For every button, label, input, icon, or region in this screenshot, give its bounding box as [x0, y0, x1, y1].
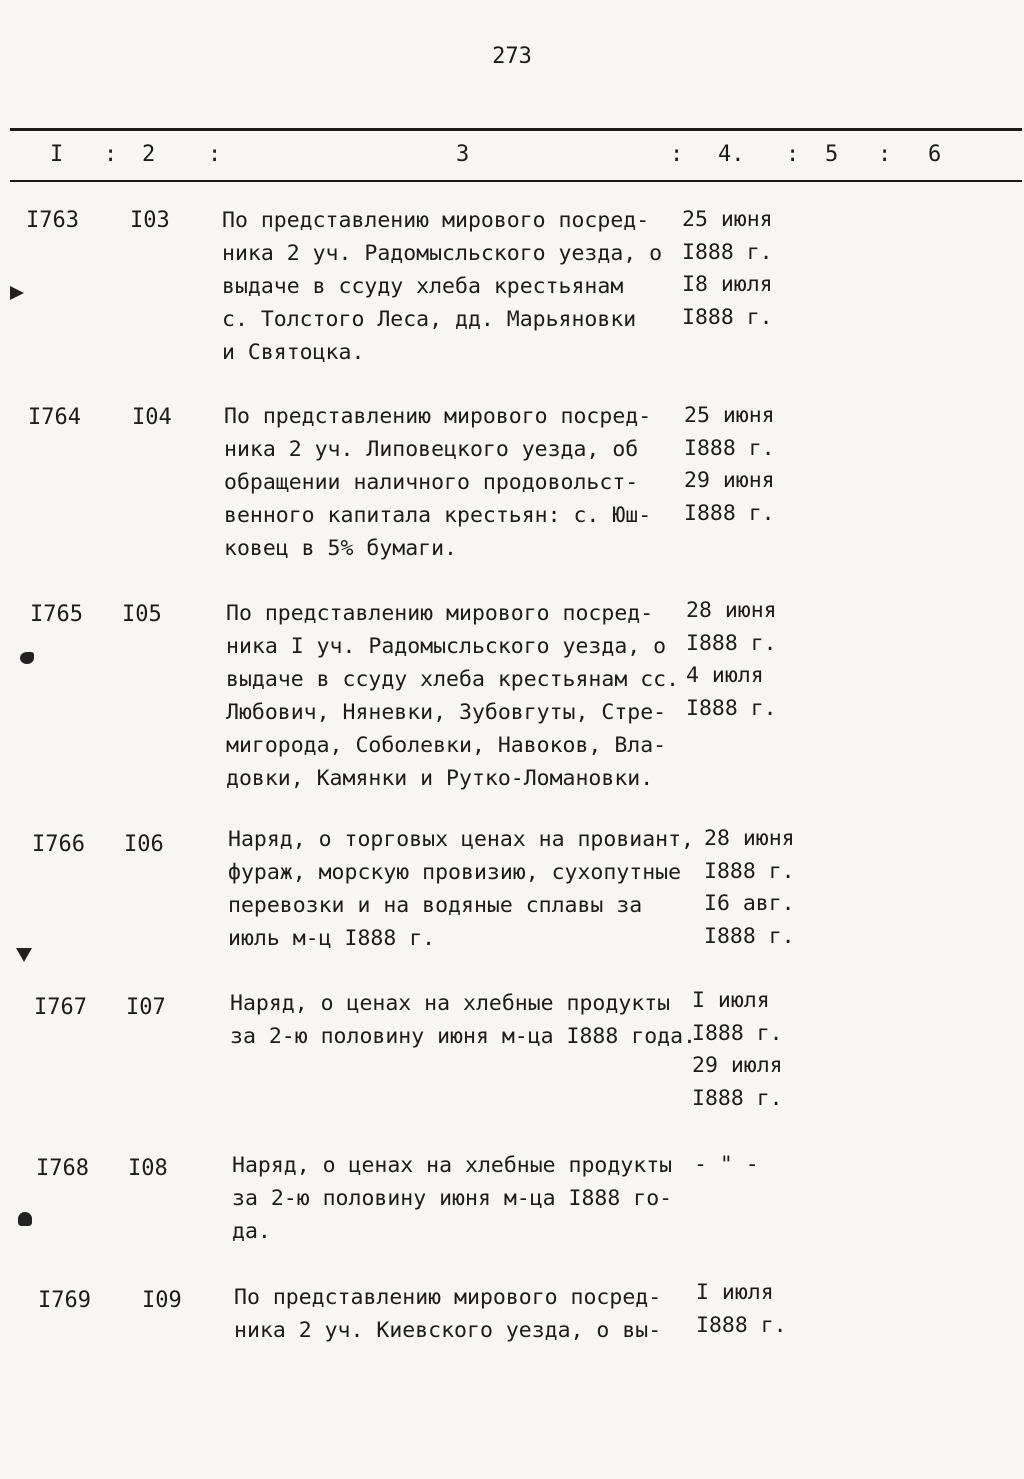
column-header-2: 2: [142, 142, 156, 167]
header-rule-top: [10, 128, 1022, 131]
entry-dates: - " -: [694, 1152, 759, 1177]
entry-dates: I июля I888 г.: [696, 1280, 787, 1338]
entry-dates: 28 июня I888 г. I6 авг. I888 г.: [704, 826, 795, 949]
column-header-3: 3: [456, 142, 470, 167]
entry-number: I766: [32, 832, 85, 857]
column-separator: :: [786, 142, 800, 167]
column-separator: :: [878, 142, 892, 167]
header-rule-bottom: [10, 180, 1022, 182]
entry-number: I764: [28, 405, 81, 430]
entry-description: По представлению мирового посред- ника 2 уч. Радомысльского уезда, о выдаче в ссуду хлеба крестьянам с. Толстого Леса, дд. Марьяновки и Святоцка.: [222, 208, 663, 365]
entry-description: По представлению мирового посред- ника 2 уч. Киевского уезда, о вы-: [234, 1285, 662, 1343]
margin-mark: [10, 286, 24, 300]
entry-number: I763: [26, 208, 79, 233]
entry-code: I05: [122, 602, 162, 627]
entry-code: I08: [128, 1156, 168, 1181]
column-header-5: 5: [825, 142, 839, 167]
entry-description: По представлению мирового посред- ника 2 уч. Липовецкого уезда, об обращении наличного продовольст- венного капитала крестьян: с. Юш- ковец в 5% бумаги.: [224, 404, 652, 561]
entry-number: I769: [38, 1288, 91, 1313]
entry-description: Наряд, о ценах на хлебные продукты за 2-ю половину июня м-ца I888 го- да.: [232, 1153, 673, 1244]
entry-description: Наряд, о торговых ценах на провиант, фураж, морскую провизию, сухопутные перевозки и на водяные сплавы за июль м-ц I888 г.: [228, 827, 694, 951]
entry-code: I04: [132, 405, 172, 430]
margin-mark: [18, 1212, 32, 1226]
column-separator: :: [670, 142, 684, 167]
column-separator: :: [208, 142, 222, 167]
entry-dates: 25 июня I888 г. I8 июля I888 г.: [682, 207, 773, 330]
column-separator: :: [104, 142, 118, 167]
entry-code: I07: [126, 995, 166, 1020]
entry-code: I06: [124, 832, 164, 857]
entry-description: По представлению мирового посред- ника I уч. Радомысльского уезда, о выдаче в ссуду хлеба крестьянам сс. Любович, Няневки, Зубовгуты, Стре- мигорода, Соболевки, Навоков, Вла- довки, Камянки и Рутко-Ломановки.: [226, 601, 680, 791]
page-number: 273: [492, 44, 532, 69]
entry-number: I765: [30, 602, 83, 627]
margin-mark: [20, 652, 34, 664]
column-header-1: I: [50, 142, 64, 167]
entry-number: I768: [36, 1156, 89, 1181]
entry-dates: 25 июня I888 г. 29 июня I888 г.: [684, 403, 775, 526]
column-header-6: 6: [928, 142, 942, 167]
entry-number: I767: [34, 995, 87, 1020]
entry-description: Наряд, о ценах на хлебные продукты за 2-ю половину июня м-ца I888 года.: [230, 991, 696, 1049]
entry-code: I09: [142, 1288, 182, 1313]
entry-dates: 28 июня I888 г. 4 июля I888 г.: [686, 598, 777, 721]
entry-dates: I июля I888 г. 29 июля I888 г.: [692, 988, 783, 1111]
entry-code: I03: [130, 208, 170, 233]
column-header-4: 4.: [718, 142, 745, 167]
margin-mark: [16, 948, 32, 962]
